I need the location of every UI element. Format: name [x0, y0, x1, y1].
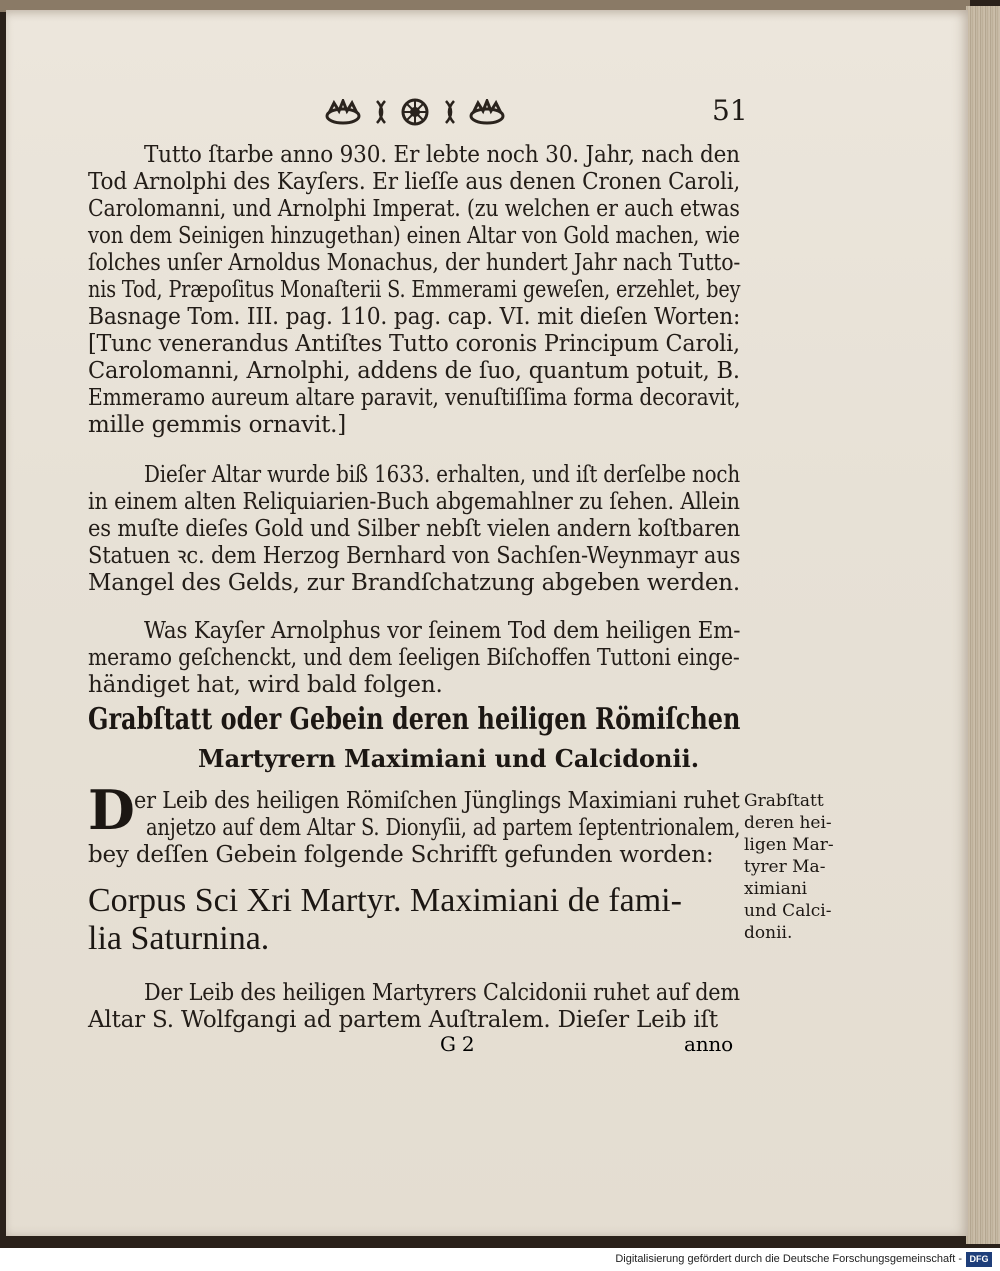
footer-bar: [0, 1248, 1000, 1271]
crown-icon: [469, 99, 505, 125]
text-line: meramo geſchenckt, und dem ſeeligen Biſchoffen Tuttoni einge-: [88, 645, 740, 671]
inscription-line: Corpus Sci Xri Martyr. Maximiani de fami-: [88, 882, 682, 919]
text-line: nis Tod, Præpoſitus Monaſterii S. Emmerami geweſen, erzehlet, bey: [88, 277, 741, 303]
signature-mark: G 2: [440, 1032, 475, 1056]
text-line: Tutto ſtarbe anno 930. Er lebte noch 30. Jahr, nach den: [144, 142, 740, 168]
text-line: Carolomanni, Arnolphi, addens de ſuo, quantum potuit, B.: [88, 358, 740, 384]
margin-note-line: donii.: [744, 923, 793, 943]
page-number: 51: [712, 94, 748, 127]
margin-note-line: und Calci-: [744, 901, 832, 921]
text-line: Altar S. Wolfgangi ad partem Auſtralem. Dieſer Leib iſt: [88, 1007, 718, 1033]
header-ornament: [325, 96, 505, 128]
section-subheading: Martyrern Maximiani und Calcidonii.: [198, 744, 700, 773]
rosette-icon: [400, 97, 430, 127]
text-line: mille gemmis ornavit.]: [88, 412, 347, 438]
page-stack-edge: [966, 6, 1000, 1244]
show-through: [760, 230, 800, 260]
text-line: Der Leib des heiligen Martyrers Calcidonii ruhet auf dem: [144, 980, 740, 1006]
text-line: händiget hat, wird bald folgen.: [88, 672, 443, 698]
text-line: Was Kayſer Arnolphus vor ſeinem Tod dem heiligen Em-: [144, 618, 741, 644]
bracket-icon: [371, 99, 391, 125]
crown-icon: [325, 99, 361, 125]
margin-note-line: Grabſtatt: [744, 791, 824, 811]
text-line: Dieſer Altar wurde biß 1633. erhalten, und iſt derſelbe noch: [144, 462, 740, 488]
drop-cap: D: [88, 778, 135, 842]
text-line: Statuen ꝛc. dem Herzog Bernhard von Sachſen-Weynmayr aus: [88, 543, 741, 569]
text-line: Basnage Tom. III. pag. 110. pag. cap. VI. mit dieſen Worten:: [88, 304, 741, 330]
text-line: bey deſſen Gebein folgende Schrifft gefunden worden:: [88, 842, 714, 868]
dfg-logo: DFG: [966, 1252, 992, 1267]
bracket-icon: [440, 99, 460, 125]
margin-note-line: tyrer Ma-: [744, 857, 826, 877]
section-heading: Grabſtatt oder Gebein deren heiligen Römiſchen: [88, 702, 741, 737]
text-line: es muſte dieſes Gold und Silber nebſt vielen andern koſtbaren: [88, 516, 740, 542]
text-line: Carolomanni, und Arnolphi Imperat. (zu welchen er auch etwas: [88, 196, 740, 222]
inscription-line: lia Saturnina.: [88, 920, 270, 957]
text-line: Emmeramo aureum altare paravit, venuſtiſſima forma decoravit,: [88, 385, 741, 411]
text-line: er Leib des heiligen Römiſchen Jünglings Maximiani ruhet: [134, 788, 740, 814]
margin-note-line: deren hei-: [744, 813, 832, 833]
margin-note-line: ligen Mar-: [744, 835, 834, 855]
text-line: von dem Seinigen hinzugethan) einen Altar von Gold machen, wie: [88, 223, 740, 249]
text-line: anjetzo auf dem Altar S. Dionyſii, ad partem ſeptentrionalem,: [146, 815, 741, 841]
catchword: anno: [684, 1032, 733, 1056]
text-line: [Tunc venerandus Antiſtes Tutto coronis Principum Caroli,: [88, 331, 740, 357]
footer-credit: Digitalisierung gefördert durch die Deutsche Forschungsgemeinschaft -: [615, 1253, 962, 1265]
text-line: Tod Arnolphi des Kayſers. Er lieſſe aus denen Cronen Caroli,: [88, 169, 741, 195]
text-line: ſolches unſer Arnoldus Monachus, der hundert Jahr nach Tutto-: [88, 250, 741, 276]
text-line: Mangel des Gelds, zur Brandſchatzung abgeben werden.: [88, 570, 740, 596]
margin-note-line: ximiani: [744, 879, 808, 899]
text-line: in einem alten Reliquiarien-Buch abgemahlner zu ſehen. Allein: [88, 489, 740, 515]
